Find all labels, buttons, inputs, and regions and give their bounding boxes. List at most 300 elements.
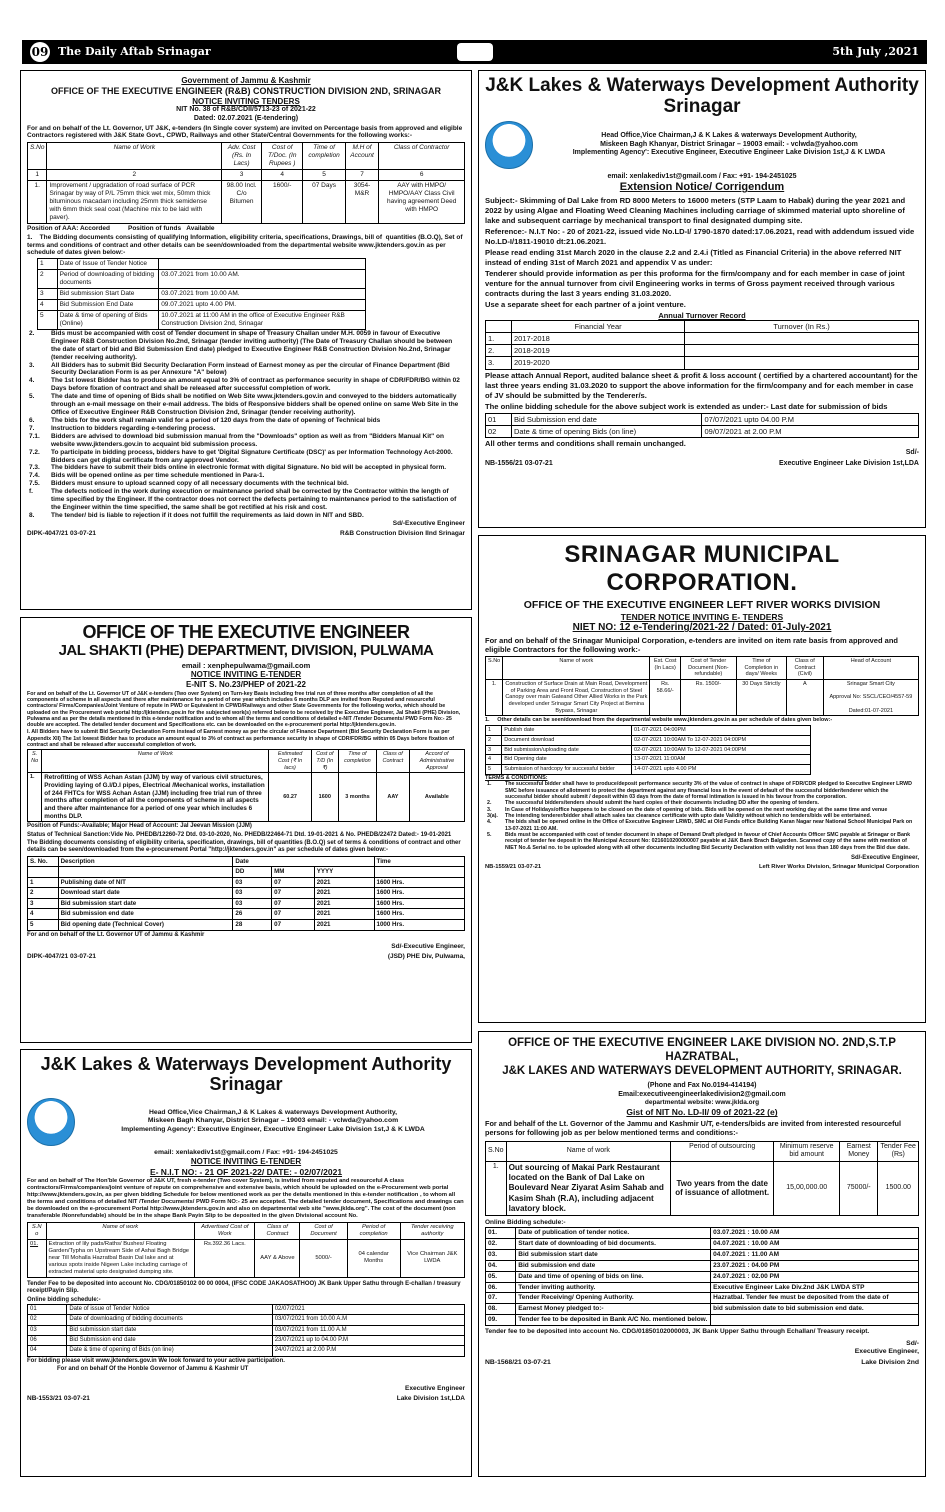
table-cell: 1600 [311, 773, 338, 822]
table-cell: 2021 [314, 909, 374, 920]
table-cell: 03.07.2021 from 10.00 AM. [159, 270, 365, 289]
table-cell: 07/07/2021 upto 04.00 P.M [702, 413, 919, 425]
table-cell: 13-07-2021 11:00AM [632, 755, 810, 765]
table-cell: 5000/- [300, 1239, 347, 1277]
table-cell: 23.07.2021 : 04.00 PM [711, 1260, 919, 1271]
phe-sanction: Status of Technical Sanction:Vide No. PHEDB/12260-72 Dtd. 03-10-2020, No. PHEDB/22464-71 Dtd. 19-01-2021 & No. PHEDB/22472 Dated:- 19-01-2021 [27, 831, 452, 838]
table-cell: 02 [28, 1315, 67, 1325]
table-cell: 60.27 [269, 773, 311, 822]
col-header: DD [233, 867, 272, 878]
lwda-extension-notice [478, 70, 926, 528]
table-cell: 03.07.2021 from 10.00 AM. [159, 289, 365, 300]
hz-fee: Tender fee to be deposited into account No. CDG/01850102000003, JK Bank Upper Sathu through Echallan/ Treasury receipt. [485, 1328, 870, 1336]
table-cell: 04 [28, 1346, 67, 1356]
rb-signature-division: R&B Construction Division IInd Srinagar [340, 529, 465, 537]
col-header [486, 321, 512, 333]
clause-number: 7. [29, 424, 35, 432]
table-cell: 14-07-2021 upto 4.00 PM [632, 764, 810, 774]
col-header: Name of Work [47, 143, 222, 170]
col-header: S.N o [28, 1222, 47, 1239]
phe-ref-number: DIPK-4047/21 03-07-21 [27, 952, 97, 960]
table-cell: 06 [28, 1336, 67, 1346]
lwda1-para4: Please attach Annual Report, audited balance sheet & profit & loss account ( certified by a chartered accountant) for the last three years ending 31.03.2020 to support the above information for the firm/company and for each member in case of JV should be submitted by the Tenderer/s. [485, 370, 918, 400]
clause-text: Bidders are advised to download bid submission manual from the "Downloads" option as well as from "Bidders Manual Kit" on website www.jktenders.gov.in to acquaint bid submission process. [51, 432, 444, 448]
hz-signature-division: Lake Division 2nd [861, 1358, 919, 1366]
lwda-logo-icon [485, 121, 533, 169]
table-cell [685, 333, 919, 345]
rb-aaa: Position of AAA: Accorded Position of funds Available [27, 224, 215, 232]
table-cell: AAY [377, 773, 410, 822]
table-cell: Tender Receiving/ Opening Authority. [516, 1293, 711, 1304]
table-cell: Rs. 1500/- [680, 679, 736, 716]
table-cell: 4 [38, 300, 58, 311]
table-cell: Hazratbal. Tender fee must be deposited from the date of [711, 1293, 919, 1304]
clause-number: 4. [29, 377, 35, 385]
table-cell: 3 [486, 745, 502, 755]
clause-text: The tender/ bid is liable to rejection if it does not fulfill the requirements as laid down in NIT and SBD. [51, 512, 364, 520]
clause-text: The defects noticed in the work during execution or maintenance period shall be corrected by the Contractor within the length of time specified by the Engineer. If the contractor does not correct the defects pertaining to maintenance period to the satisfaction of the Engineer within the time specified, the same shall be got rectified at his risk and cost. [51, 488, 457, 512]
newspaper-name: The Daily Aftab Srinagar [58, 45, 211, 59]
phe-works-table [27, 749, 465, 822]
phe-signature: Sd/-Executive Engineer, [391, 942, 465, 950]
hazratbal-tender-notice [478, 1031, 926, 1477]
table-cell: Date and time of opening of bids on line. [516, 1271, 711, 1282]
turnover-title: Annual Turnover Record [658, 310, 746, 320]
table-cell: 1. [28, 181, 47, 224]
table-cell: 03 [28, 1325, 67, 1335]
table-cell: 5 [38, 310, 58, 329]
table-cell: 2 [38, 270, 58, 289]
table-cell: 3 months [338, 773, 376, 822]
col-header: Cost of T/Doc. (In Rupees ) [261, 143, 302, 170]
table-cell: Bid Submission end date [511, 413, 702, 425]
clause-text: The date and time of opening of Bids shall be notified on Web Site www.jktenders.gov.in and conveyed to the bidders automatically through an e-mail message on their e-mail address. The bids of Responsive bidders shall be opened online on same Web Site in the Office of Executive Engineer R&B Construction Division 2nd, Srinagar (tender receiving authority). [51, 393, 459, 417]
table-cell: 2017-2018 [511, 333, 684, 345]
lwda1-ref-number: NB-1556/21 03-07-21 [485, 459, 553, 467]
clause-text: The intending tenderer/bidder shall attach sales tax clearance certificate with upto date Validity without which no tenders/bids will be entertained. [505, 813, 872, 820]
lwda2-title: J&K Lakes & Waterways Development Authority Srinagar [40, 1054, 452, 1094]
col-header: Class of Contract (Civil) [786, 656, 823, 679]
table-cell [159, 259, 365, 270]
col-header: Time [374, 856, 464, 867]
rb-intro: For and on behalf of the Lt. Governor, UT J&K, e-tenders (In Single cover system) are invited on Percentage basis from approved and eligible Contractors registered with J&K State Govt., CPWD, Railways and other State/Central Governments for the following works:- [27, 124, 463, 140]
table-cell: 01 [28, 1305, 67, 1315]
table-cell: 07 [272, 888, 315, 899]
smc-title: SRINAGAR MUNICIPAL CORPORATION. [564, 541, 840, 596]
col-header: Financial Year [511, 321, 684, 333]
col-number: 1 [28, 170, 47, 181]
lwda1-sd: Sd/- [905, 449, 919, 457]
table-cell: 98.00 Incl. C/o Bitumen [222, 181, 262, 224]
table-cell: 07 Days [303, 181, 345, 224]
table-cell: Earnest Money pledged to:- [516, 1304, 711, 1315]
table-cell: 1. [486, 679, 503, 716]
lwda1-para2: Tenderer should provide information as per this proforma for the firm/company and for each member in case of joint venture for the annual turnover from civil Engineering works in terms of Gross payment received through various contracts during the last 3 years ending 31.03.2020. [485, 268, 905, 298]
issue-date: 5th July ,2021 [832, 45, 919, 59]
table-cell: 2 [28, 888, 59, 899]
hz-ref-number: NB-1568/21 03-07-21 [485, 1358, 551, 1366]
lwda1-address-line1: Head Office,Vice Chairman,J & K Lakes & waterways Development Authority, [601, 131, 857, 139]
table-cell: Executive Engineer Lake Div.2nd J&K LWDA STP [711, 1282, 919, 1293]
rb-signature: Sd/-Executive Engineer [392, 519, 465, 527]
col-header: S.No [28, 143, 47, 170]
table-cell: 24.07.2021 : 02.00 PM [711, 1271, 919, 1282]
lwda2-behalf: For and on behalf Of the Honble Governor of Jammu & Kashmir UT [57, 1365, 249, 1372]
col-number: 4 [261, 170, 302, 181]
table-cell: 1. [486, 1161, 507, 1215]
phe-intro: For and on behalf of the Lt. Governor UT of J&K e-tenders (Two over System) on Turn-key Basis including free trial run of three months after completion of all the components of scheme in all aspects and there after maintenance for a period of one year which includes 6 months DLP are invited from Reputed and resourceful contractors/ Firms/Companies/Joint Venture of repute in PWD or Equivalent in CPWD/Railways and other State Governments for the following works, which should be uploaded on the Procurement web portal http://jktenders.gov.in for the subjected work(s) referred below to be received by the Executive Engineer, Jal Shakti (PHE) Division, Pulwama and as per the details mentioned in this e-tender notification and to whom all the terms and conditions of detailed e-NIT /Tender Documents/ PWD Form No:- 25 double are accepted. The detailed tender document and Specifications etc. can be downloaded on the e-procurement portal http://jktenders.gov.in. [27, 690, 461, 729]
clause-number: 7.1. [29, 432, 40, 440]
clause-text: Instruction to bidders regarding e-tendering process. [51, 424, 216, 432]
table-cell: 07 [272, 909, 315, 920]
table-cell: 28 [233, 919, 272, 930]
table-cell: 3. [486, 357, 512, 369]
table-cell: Tender inviting authority. [516, 1282, 711, 1293]
table-cell: 06. [486, 1282, 516, 1293]
col-header: Time of Completion in days/ Weeks [736, 656, 786, 679]
masthead-logo-icon [457, 43, 493, 61]
col-header: YYYY [314, 867, 374, 878]
clause-text: The 1st lowest Bidder has to produce an amount equal to 3% of contract as performance security in shape of CDR/FDR/BG within 02 Days before fixation of contract and shall be released after successful completion of work. [51, 377, 460, 393]
table-cell: 03 [233, 898, 272, 909]
table-cell: 2021 [314, 877, 374, 888]
rb-works-table [27, 142, 465, 223]
table-cell: Date of issue of Tender Notice [67, 1305, 272, 1315]
table-cell: Date & time of opening Bids (on line) [511, 425, 702, 437]
col-header: M.H of Account [345, 143, 379, 170]
table-cell: 09/07/2021 at 2.00 P.M [702, 425, 919, 437]
table-cell: 03.07.2021 : 10.00 AM [711, 1227, 919, 1238]
table-cell: Improvement / upgradation of road surface of PCR Srinagar by way of P/L 75mm thick wet mix, 50mm thick bituminous macadam including 25mm thick semidense with 6mm thick seal coat (Machine mix to be laid with paver). [47, 181, 222, 224]
table-cell: Bid submission Start Date [57, 289, 159, 300]
clause-number: 2. [29, 329, 35, 337]
table-cell: Date & time of opening of Bids (on line) [67, 1346, 272, 1356]
table-cell: 1600 Hrs. [374, 888, 464, 899]
lwda1-reference: Reference:- N.I.T No: - 20 of 2021-22, issued vide No.LD-I/ 1790-1870 dated:17.06.2021, read with addendum issued vide No.LD-I/1811-19010 dt:21.06.2021. [485, 226, 915, 246]
phe-docs: The Bidding documents consisting of eligibility criteria, specification, drawings, bill of quantities (B.O.Q) set of terms & conditions of contract and other details can be seen/downloaded from the e-procurement Portal "http://jktenders.gov.in" as per schedule of dates given below:- [27, 839, 461, 854]
lwda2-address-line1: Head Office,Vice Chairman,J & K Lakes & waterways Development Authority, [148, 1109, 398, 1117]
clause-text: Bids must be accompanied with cost of tender document in shape of Demand Draft pledged in favour of Chief Accounts Officer SMC payable at Srinagar or Bank receipt of tender fee deposit in the Municipal Account No: 0216010200000007 payable at J&K Bank Brach Balgarden. Scanned copy of the same with mention of NIET No.& Serial no. to be uploaded along with all other documents including Bid Security Declaration with validity not less than 180 days from the Bid due date. [505, 832, 911, 851]
table-cell: 5 [28, 919, 59, 930]
lwda2-agency: Implementing Agency': Executive Engineer, Executive Engineer Lake Division 1st,J & K LWDA [121, 1125, 425, 1133]
table-cell: Bid submission end date [58, 909, 233, 920]
hz-schedule-heading: Online Bidding schedule:- [485, 1219, 566, 1227]
table-cell: 30 Days Strictly [736, 679, 786, 716]
table-cell: 09.07.2021 upto 4.00 PM. [159, 300, 365, 311]
lwda2-schedule-table [27, 1304, 465, 1357]
rb-schedule-table [37, 258, 366, 329]
table-cell: 1 [38, 259, 58, 270]
smc-tender-notice [478, 535, 926, 1023]
table-cell: 03/07/2021 from 10.00 A.M [272, 1315, 464, 1325]
clause-number: 7.3. [29, 464, 40, 472]
smc-office: OFFICE OF THE EXECUTIVE ENGINEER LEFT RIVER WORKS DIVISION [523, 599, 881, 612]
table-cell: Start date of downloading of bid documents. [516, 1238, 711, 1249]
table-cell: Rs.392.36 Lacs. [195, 1239, 255, 1277]
table-cell: 03 [233, 877, 272, 888]
table-cell: 07 [272, 877, 315, 888]
table-cell: 26 [233, 909, 272, 920]
phe-schedule-table [27, 856, 465, 931]
table-cell: Bid submission/uploading date [502, 745, 632, 755]
table-cell: 1000 Hrs. [374, 919, 464, 930]
table-cell: 08. [486, 1304, 516, 1315]
lwda-tender-notice [20, 1049, 472, 1477]
clause-text: Bidders must ensure to upload scanned copy of all necessary documents with the technical bid. [51, 480, 349, 488]
lwda1-para3: Use a separate sheet for each partner of a joint venture. [485, 299, 686, 309]
smc-schedule-table [485, 725, 811, 775]
rb-tender-notice [20, 70, 472, 610]
col-header: Time of completion [338, 750, 376, 773]
phe-email: email : xenphepulwama@gmail.com [181, 661, 311, 671]
smc-signature-division: Left River Works Division, Srinagar Municipal Corporation [759, 864, 919, 871]
table-cell: 04 calendar Months [347, 1239, 400, 1277]
table-cell [685, 357, 919, 369]
hz-intro: For and behalf of the Lt. Governor of the Jammu and Kashmir U/T, e-tenders/bids are invited from interested resourceful persons for following job as per below mentioned terms and conditions:- [485, 1118, 901, 1138]
col-header: Time of completion [303, 143, 345, 170]
clause-number: 7.2. [29, 448, 40, 456]
table-cell: Submission of hardcopy for successful bidder [502, 764, 632, 774]
phe-title-line1: OFFICE OF THE EXECUTIVE ENGINEER [82, 622, 410, 642]
smc-notice-heading: TENDER NOTICE INVITING E- TENDERS [620, 611, 784, 622]
hz-works-table [485, 1141, 919, 1216]
clause-text: Bids must be accompanied with cost of Tender document in shape of Treasury Challan under M.H. 0059 in favour of Executive Engineer R&B Construction Division No.2nd, Srinagar (tender inviting authority) (The Date of Treasury Challan should be between the date of start of bid and Bid Submission End date) pledged to Executive Engineer R&B Construction Division No.2nd, Srinagar (tender receiving authority). [51, 329, 453, 361]
table-cell: Extraction of lily pads/Raths/ Bushes/ Floating Garden/Typha on Upstream Side of Ashai Bagh Bridge near Till Mohalla Hazratbal Basin Dal lake and at various spots inside Nigeen Lake including carriage of extracted material upto designated dumping site. [46, 1239, 195, 1277]
col-number: 2 [47, 170, 222, 181]
table-cell: Two years from the date of issuance of allotment. [671, 1161, 774, 1215]
clause-number: 1. [487, 781, 492, 788]
col-header: Name of work [506, 1141, 671, 1161]
clause-text: In Case of Holidays/office happens to be closed on the date of opening of bids. Bids will be opened on the next working day at the same time and venue [505, 806, 888, 813]
table-cell: 10.07.2021 at 11:00 AM in the office of Executive Engineer R&B Construction Division 2nd, Srinagar [159, 310, 365, 329]
col-header: S. No. [28, 856, 59, 867]
clause-number: 5. [29, 393, 35, 401]
table-cell: Tender fee to be deposited in Bank A/C No. mentioned below. [516, 1315, 711, 1326]
table-cell: 1 [28, 877, 59, 888]
col-header: Cost of Tender Document (Non-refundable) [680, 656, 736, 679]
table-cell: Rs. 58.66/- [650, 679, 680, 716]
phe-pulwama-notice [20, 617, 472, 1043]
table-cell: 05. [486, 1271, 516, 1282]
table-cell: 1. [28, 773, 42, 822]
table-cell: 4 [486, 755, 502, 765]
smc-approval: Approval No: SSCL/CEO/4557-59 [829, 694, 913, 701]
col-header: Class of Contract [377, 750, 410, 773]
table-cell: 3 [38, 289, 58, 300]
clause-text: The successful bidders/tenders should submit the hard copies of their documents including DD after the opening of tenders. [505, 800, 820, 807]
clause-number: 8. [29, 512, 35, 520]
table-cell: 03/07/2021 from 11.00 A.M [272, 1325, 464, 1335]
col-header: Head of Account [823, 656, 918, 679]
table-cell: 2. [486, 345, 512, 357]
lwda2-intro: For and on behalf of The Hon'ble Governor of J&K UT, fresh e-tender (Two cover System), is invited from reputed and resourceful A class contractors/Firms/companies/joint venture of repute on comprehensive and extensive basis, which should be uploaded on the e-Procurement web portal http://www.jktenders.gov.in, as per given bidding Schedule for below mentioned work as per the details mentioned in this e-tender notification , to whom all the terms and conditions of detailed NIT /Tender Documents/ PWD Form NO:- 25 are accepted. The detailed tender document, Specifications and drawings can be downloaded on the e-procurement Portal http://www.jktenders.gov.in and also on departmental web site "www.jklda.org". The cost of the document (non transferable /Nonrefundable) should be in the shape Bank Payin Slip to be deposited in the given Divisional account No. [27, 1177, 464, 1219]
clause-number: 7.4. [29, 472, 40, 480]
smc-terms-heading: TERMS & CONDITIONS: [485, 774, 548, 781]
table-cell: Bid submission start date [516, 1249, 711, 1260]
table-cell: 1500.00 [878, 1161, 919, 1215]
col-header: Name of work [46, 1222, 195, 1239]
table-cell: 02-07-2021 10:00AM To 12-07-2021 04:00PM [632, 745, 810, 755]
table-cell: 04.07.2021 : 10.00 AM [711, 1238, 919, 1249]
table-cell: AAY & Above [255, 1239, 300, 1277]
hz-title-line2: J&K LAKES AND WATERWAYS DEVELOPMENT AUTHORITY, SRINAGAR. [502, 1064, 902, 1077]
lwda1-para5: The online bidding schedule for the above subject work is extended as under:- Last date for submission of bids [485, 401, 888, 411]
table-cell: Bid submission start date [67, 1325, 272, 1335]
table-cell: Bid Submission end date [67, 1336, 272, 1346]
lwda2-schedule-heading: Online bidding schedule:- [27, 1296, 101, 1303]
table-cell: 2 [486, 735, 502, 745]
rb-dated: Dated: 02.07.2021 (E-tendering) [193, 115, 299, 122]
phe-bid-security: I. All Bidders have to submit Bid Security Declaration Form instead of Earnest money as per the circular of Finance Department (Bid Security Declaration Form is as per Appendix XII) The 1st lowest Bidder has to produce an amount equal to 3% of contract as performance security in shape of CDR/FDR/BG within 05 Days before fixation of contract and shall be released after successful completion of work. [27, 729, 455, 748]
clause-text: The bidders have to submit their bids online in electronic format with digital Signature. No bid will be accepted in physical form. [51, 464, 447, 472]
smc-clauses [485, 781, 919, 851]
table-cell: 01-07-2021 04:00PM [632, 726, 810, 736]
table-cell: Publish date [502, 726, 632, 736]
phe-enit: E-NIT S. No.23/PHEP of 2021-22 [186, 680, 306, 690]
table-cell: Out sourcing of Makai Park Restaurant located on the Bank of Dal Lake on Boulevard Near Ziyarat Asim Sahab and Kasim Shah (R.A), including adjacent lavatory block. [506, 1161, 671, 1215]
phe-title-line2: JAL SHAKTI (PHE) DEPARTMENT, DIVISION, PULWAMA [58, 641, 434, 659]
smc-works-table [485, 656, 919, 717]
rb-notice-heading: NOTICE INVITING TENDERS [192, 96, 300, 106]
col-header: Estimated Cost (₹ In lacs) [269, 750, 311, 773]
col-header: Cost of T/D (In ₹) [311, 750, 338, 773]
col-header: Earnest Money [840, 1141, 878, 1161]
table-cell [711, 1315, 919, 1326]
col-header: S. No [28, 750, 42, 773]
col-header: Tender receiving authority [400, 1222, 464, 1239]
table-cell: 1600 Hrs. [374, 909, 464, 920]
clause-text: The successful bidder shall have to produce/deposit performance security 3% of the value of contract in shape of FDR/CDR pledged to Executive Engineer LRWD SMC before issuance of allotment to protect the department against any financial loss in the event of default of the successful bidder/tenderer which the successful bidder should submit / deposit within 03 days from the date of formal intimation is issued in his favour from the corporation. [505, 781, 912, 801]
col-header: Tender Fee (Rs) [878, 1141, 919, 1161]
table-cell: 75000/- [840, 1161, 878, 1215]
col-number: 3 [222, 170, 262, 181]
lwda2-ref-number: NB-1553/21 03-07-21 [27, 1395, 90, 1403]
rb-government: Government of Jammu & Kashmir [181, 76, 311, 85]
lwda1-address-line2: Miskeen Bagh Khanyar, District Srinagar – 19003 email: - vclwda@yahoo.com [600, 140, 858, 148]
col-header: Est. Cost (In Lacs) [650, 656, 680, 679]
table-cell: Bid Submission End Date [57, 300, 159, 311]
table-cell: 24/07/2021 at 2.00 P.M [272, 1346, 464, 1356]
phe-signature-division: (JSD) PHE Div, Pulwama, [387, 952, 465, 960]
table-cell: 03. [486, 1249, 516, 1260]
newspaper-header [22, 40, 927, 64]
rb-nit-number: NIT No. 38 of R&B/CDII/5713-23 of 2021-22 [176, 106, 316, 114]
table-cell: 1600/- [261, 181, 302, 224]
hz-sd: Sd/- [906, 1340, 919, 1348]
lwda2-closing: For bidding please visit www.jktenders.gov.in We look forward to your active participation. [27, 1357, 285, 1364]
lwda1-heading: Extension Notice/ Corrigendum [619, 181, 785, 194]
table-cell [685, 345, 919, 357]
smc-para1: 1. Other details can be seen/download from the departmental website www.jktenders.gov.in as per schedule of dates given below:- [485, 717, 833, 724]
table-cell: 04. [486, 1260, 516, 1271]
lwda1-email: email: xenlakediv1st@gmail.com / Fax: +91- 194-2451025 [607, 172, 797, 180]
table-cell: 07. [486, 1293, 516, 1304]
col-header: Period of completion [347, 1222, 400, 1239]
phe-notice-heading: NOTICE INVITING E-TENDER [190, 670, 302, 680]
smc-signature: Sd/-Executive Engineer, [850, 855, 919, 862]
table-cell: Retrofitting of WSS Achan Astan (JJM) by way of various civil structures, Providing laying of G.I/D.I pipes, Electrical /Mechanical works, installation of 244 FHTCs for WSS Achan Astan (JJM) including free trial run of three months after completion of all the components of scheme in all aspects and there after maintenance for a period of one year which includes 6 months DLP. [42, 773, 269, 822]
col-header: Class of Contractor [379, 143, 465, 170]
table-cell: AAY with HMPO/ HMPO/AAY Class Civil having agreement Deed with HMPO [379, 181, 465, 224]
table-cell: Available [409, 773, 464, 822]
lwda1-agency: Implementing Agency': Executive Engineer, Executive Engineer Lake Division 1st,J & K LWDA [572, 149, 886, 157]
lwda2-fee: Tender Fee to be deposited into account No. CDG/01850102 00 00 0004, (IFSC CODE JAKAOSATHOO) JK Bank Upper Sathu through E-challan / treasury receipt/Payin Slip. [27, 1281, 461, 1295]
rb-office-title: OFFICE OF THE EXECUTIVE ENGINEER (R&B) CONSTRUCTION DIVISION 2ND, SRINAGAR [50, 85, 442, 96]
table-cell: Period of downloading of bidding documents [57, 270, 159, 289]
turnover-table [485, 320, 919, 370]
clause-number: f. [29, 488, 33, 496]
col-header: S.No [486, 1141, 507, 1161]
clause-text: The bids shall be opened online in the Office of Executive Engineer LRWD, SMC at Old Funds office Building Karan Nagar near National School Municipal Park on 13-07-2021 11:00 AM. [505, 819, 913, 832]
col-header: Name of work [503, 656, 650, 679]
table-cell: Date of Issue of Tender Notice [57, 259, 159, 270]
clause-text: Bids will be opened online as per time schedule mentioned in Para-1. [51, 472, 265, 480]
table-cell: 15,00,000.00 [774, 1161, 840, 1215]
smc-ref-number: NB-1559/21 03-07-21 [485, 864, 542, 871]
table-cell: Vice Chairman J&K LWDA [400, 1239, 464, 1277]
lwda1-title: J&K Lakes & Waterways Development Authority Srinagar [485, 75, 919, 117]
lwda2-signature-division: Lake Division 1st,LDA [396, 1395, 465, 1403]
table-cell: 2019-2020 [511, 357, 684, 369]
phe-behalf: For and on behalf of the Lt. Governor UT of Jammu & Kashmir [27, 931, 205, 938]
table-cell: Srinagar Smart City [846, 680, 895, 687]
table-cell: Publishing date of NIT [58, 877, 233, 888]
col-header: Class of Contract [255, 1222, 300, 1239]
hz-schedule-table [485, 1227, 919, 1326]
smc-approval-date: Dated:01-07-2021 [848, 707, 894, 714]
clause-text: All Bidders has to submit Bid Security Declaration Form instead of Earnest money as per the circular of Finance Department (Bid Security Declaration Form is as per Annexure "A" below) [51, 361, 450, 377]
table-cell: 2021 [314, 898, 374, 909]
table-cell: Date & time of opening of Bids (Online) [57, 310, 159, 329]
lwda1-signature: Executive Engineer Lake Division 1st,LDA [778, 459, 919, 467]
col-number: 5 [303, 170, 345, 181]
col-header: Period of outsourcing [671, 1141, 774, 1161]
table-cell: 01 [486, 413, 512, 425]
table-cell: 02-07-2021 10:00AM To 12-07-2021 04:00PM [632, 735, 810, 745]
table-cell: 03 [233, 888, 272, 899]
clause-number: 3(a). [487, 813, 498, 820]
table-cell: 3 [28, 898, 59, 909]
lwda1-subject: Subject:- Skimming of Dal Lake from RD 8000 Meters to 16000 meters (STP Laam to Habak) during the year 2021 and 2022 by using Algae and Floating Weed Cleaning Machines including carriage of skimmed material upto shoreline of lake and subsequent carriage by mechanical transport to final designated dumping site. [485, 195, 906, 225]
col-header: Adv. Cost (Rs. In Lacs) [222, 143, 262, 170]
col-header: Accord of Administrative Approval [409, 750, 464, 773]
table-cell: Date of downloading of bidding documents [67, 1315, 272, 1325]
col-header: S.No [486, 656, 503, 679]
hz-signature: Executive Engineer, [854, 1348, 919, 1356]
table-cell: 04.07.2021 : 11.00 AM [711, 1249, 919, 1260]
lwda1-para6: All other terms and conditions shall remain unchanged. [485, 438, 686, 448]
col-header: Name of Work [42, 750, 269, 773]
table-cell: 09. [486, 1315, 516, 1326]
table-cell: Bid opening date (Technical Cover) [58, 919, 233, 930]
table-cell: 02/07/2021 [272, 1305, 464, 1315]
table-cell: 1600 Hrs. [374, 898, 464, 909]
clause-number: 7.5. [29, 480, 40, 488]
table-cell: 23/07/2021 up to 04.00 P.M [272, 1336, 464, 1346]
page-number: 09 [30, 42, 50, 62]
col-header: Minimum reserve bid amount [774, 1141, 840, 1161]
table-cell: Bid submission start date [58, 898, 233, 909]
table-cell: 07 [272, 898, 315, 909]
col-header: Description [58, 856, 233, 867]
clause-number: 3. [487, 806, 492, 813]
hz-gist: Gist of NIT No. LD-II/ 09 of 2021-22 (e) [626, 1107, 778, 1118]
clause-text: To participate in bidding process, bidders have to get 'Digital Signature Certificate (DSC)' as per Information Technology Act-2000. Bidders can get digital certificate from any approved Vendor. [51, 448, 453, 464]
clause-number: 5. [487, 832, 492, 839]
lwda2-address-line2: Miskeen Bagh Khanyar, District Srinagar – 19003 email: - vclwda@yahoo.com [147, 1117, 399, 1125]
clause-text: The bids for the work shall remain valid for a period of 120 days from the date of opening of Technical bids [51, 416, 381, 424]
lwda1-para1: Please read ending 31st March 2020 in the clause 2.2 and 2.4.i (Titled as Financial Criteria) in the above referred NIT instead of ending 31st of March 2021 and appendix V as under: [485, 247, 902, 267]
